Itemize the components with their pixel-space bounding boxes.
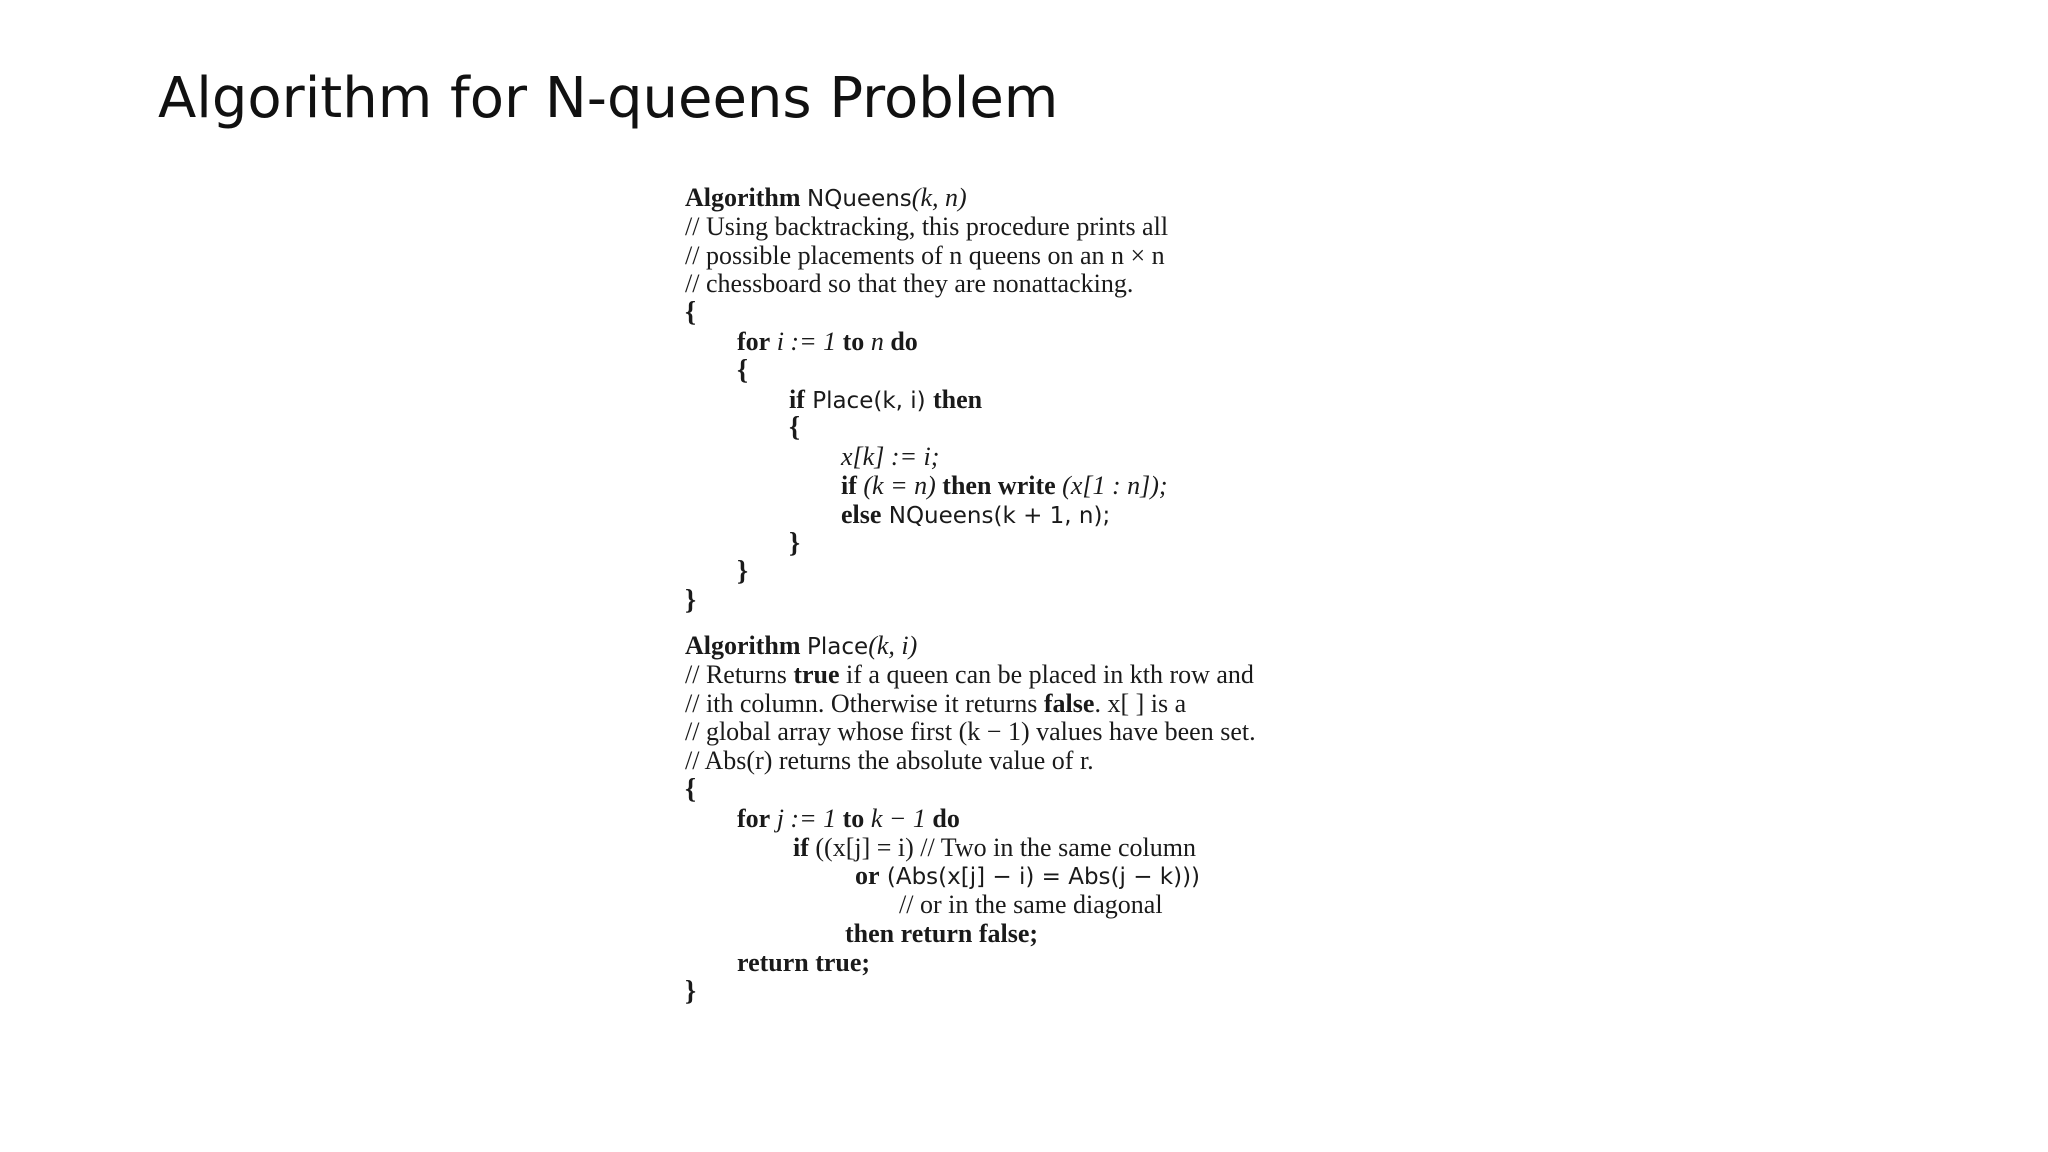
open-brace: { [685,773,697,805]
comment-text: // ith column. Otherwise it returns [685,688,1044,718]
open-brace: { [789,412,801,444]
function-args: (k, i) [868,630,918,660]
for-loop-line [685,328,1445,357]
place-header [685,632,1445,661]
code-comment: // chessboard so that they are nonattacking. [685,269,1134,299]
function-name: NQueens [807,186,912,212]
algorithm-keyword: Algorithm [685,630,801,660]
return-true-line: return true; [737,947,871,977]
comment-text: if a queen can be placed in kth row and [839,659,1254,689]
if-keyword: if [789,384,805,414]
place-call: Place(k, i) [804,387,933,414]
loop-expression: j := 1 [770,803,843,833]
close-brace: } [789,527,801,559]
for-loop-line [685,805,1445,834]
algorithm-figure [685,184,1445,1006]
do-keyword: do [932,803,960,833]
to-keyword: to [842,326,865,356]
nqueens-algorithm [685,184,1445,616]
true-keyword: true [793,659,840,689]
code-comment: // Using backtracking, this procedure prints all [685,211,1169,241]
else-line [685,501,1445,530]
if-condition: ((x[j] = i) // Two in the same column [808,832,1197,862]
code-comment [685,690,1445,719]
false-keyword: false [1043,688,1095,718]
comment-text: // Returns [685,659,794,689]
algorithm-keyword: Algorithm [685,183,801,212]
or-diagonal-line [685,862,1445,891]
if-keyword: if [793,832,809,862]
close-brace: } [685,975,697,1007]
then-keyword: then [932,384,983,414]
do-keyword: do [890,326,918,356]
if-condition: (k = n) [856,470,943,500]
for-keyword: for [737,803,771,833]
code-comment: // or in the same diagonal [899,890,1163,920]
if-keyword: if [841,470,857,500]
code-comment [685,661,1445,690]
to-keyword: to [842,803,865,833]
code-comment: // global array whose first (k − 1) values have been set. [685,717,1256,747]
if-column-line [685,834,1445,863]
comment-text: . x[ ] is a [1094,688,1187,718]
function-args: (k, n) [911,183,967,212]
open-brace: { [685,297,697,329]
then-write-keyword: then write [942,470,1056,500]
assignment-line: x[k] := i; [841,442,940,472]
loop-bound: n [864,326,891,356]
close-brace: } [737,556,749,588]
nqueens-header [685,184,1445,213]
recursive-call: NQueens(k + 1, n); [881,502,1111,529]
code-comment: // Abs(r) returns the absolute value of r. [685,746,1094,776]
if-write-line [685,472,1445,501]
then-return-false-line: then return false; [845,918,1039,948]
open-brace: { [737,354,749,386]
code-comment: // possible placements of n queens on an n × n [685,240,1165,270]
write-argument: (x[1 : n]); [1055,470,1168,500]
or-keyword: or [855,861,880,891]
function-name: Place [807,633,869,660]
if-place-line [685,386,1445,415]
close-brace: } [685,585,697,617]
loop-bound: k − 1 [864,803,933,833]
slide-title: Algorithm for N-queens Problem [158,66,1059,131]
loop-expression: i := 1 [770,326,843,356]
place-algorithm [685,632,1445,1006]
or-condition: (Abs(x[j] − i) = Abs(j − k))) [879,864,1201,891]
for-keyword: for [737,326,771,356]
else-keyword: else [841,499,882,529]
